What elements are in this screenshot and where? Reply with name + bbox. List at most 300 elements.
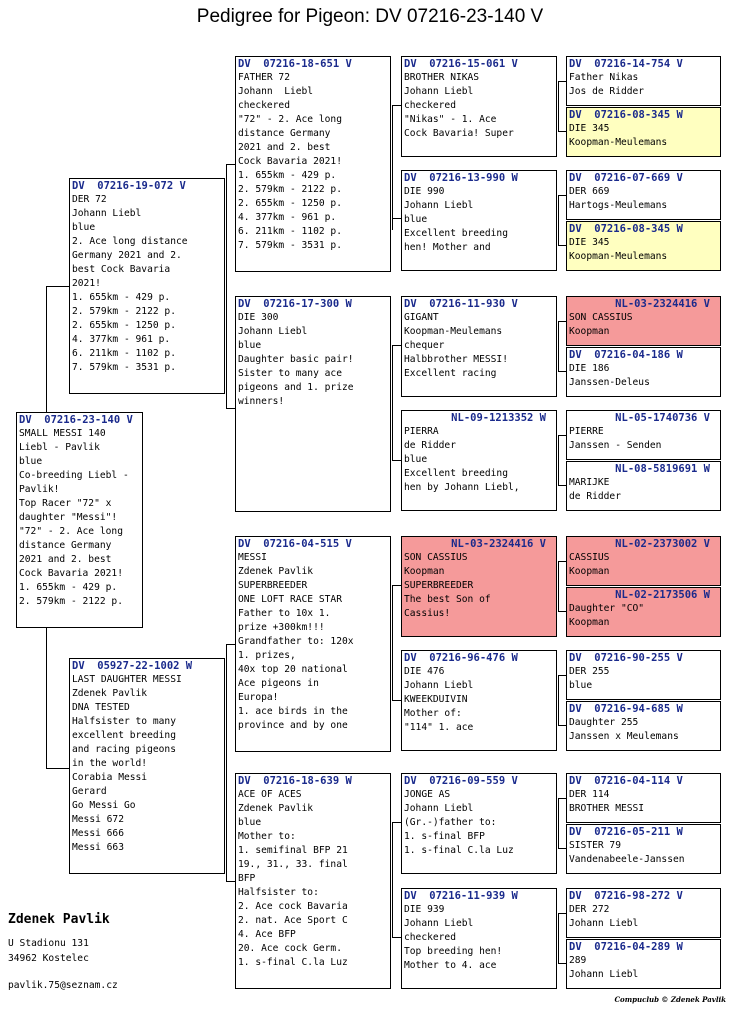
ring-number: DV 07216-04-515 V bbox=[238, 538, 352, 550]
description-line: province and by one bbox=[238, 720, 348, 731]
connector-line bbox=[392, 937, 401, 938]
description-line: Koopman-Meulemans bbox=[404, 326, 503, 337]
description-line: ONE LOFT RACE STAR bbox=[238, 594, 342, 605]
pigeon-description bbox=[569, 362, 718, 390]
page-title: Pedigree for Pigeon: DV 07216-23-140 V bbox=[196, 6, 544, 27]
pigeon-description bbox=[569, 839, 718, 867]
description-line: SMALL MESSI 140 bbox=[19, 428, 106, 439]
description-line: Mother to 4. ace bbox=[404, 960, 497, 971]
pigeon-description bbox=[569, 236, 718, 264]
connector-line bbox=[558, 561, 566, 562]
description-line: 1. prizes, bbox=[238, 650, 296, 661]
description-line: 1. s-final C.la Luz bbox=[404, 845, 514, 856]
description-line: MESSI bbox=[238, 552, 267, 563]
description-line: Messi 666 bbox=[72, 828, 124, 839]
description-line: prize +300km!!! bbox=[238, 622, 325, 633]
description-line: 1. 655km - 429 p. bbox=[19, 582, 118, 593]
connector-line bbox=[392, 700, 401, 701]
pigeon-description bbox=[404, 903, 554, 973]
pigeon-card-dam-sire[interactable] bbox=[235, 536, 391, 752]
ring-number: DV 05927-22-1002 W bbox=[72, 660, 193, 672]
description-line: Grandfather to: 120x bbox=[238, 636, 354, 647]
description-line: 19., 31., 33. final bbox=[238, 859, 348, 870]
description-line: hen! Mother and bbox=[404, 242, 491, 253]
description-line: and racing pigeons bbox=[72, 744, 176, 755]
ring-number: DV 07216-08-345 W bbox=[569, 109, 683, 121]
description-line: Zdenek Pavlik bbox=[72, 688, 148, 699]
pigeon-description bbox=[569, 716, 718, 744]
description-line: "72" - 2. Ace long bbox=[238, 114, 342, 125]
description-line: PIERRE bbox=[569, 426, 604, 437]
connector-line bbox=[558, 725, 566, 726]
description-line: SON CASSIUS bbox=[404, 552, 468, 563]
description-line: checkered bbox=[238, 100, 290, 111]
pigeon-card-gggp-8[interactable] bbox=[566, 461, 721, 511]
pigeon-description bbox=[238, 311, 388, 409]
pigeon-description bbox=[569, 551, 718, 579]
description-line: CASSIUS bbox=[569, 552, 610, 563]
pigeon-card-gggp-11[interactable] bbox=[566, 650, 721, 700]
description-line: Hartogs-Meulemans bbox=[569, 200, 668, 211]
connector-line bbox=[46, 628, 47, 768]
connector-line bbox=[558, 195, 566, 196]
pigeon-description bbox=[72, 673, 222, 855]
pigeon-card-gggp-1[interactable] bbox=[566, 56, 721, 106]
description-line: "Nikas" - 1. Ace bbox=[404, 114, 497, 125]
description-line: 4. 377km - 961 p. bbox=[238, 212, 337, 223]
description-line: checkered bbox=[404, 932, 456, 943]
footer-credit: Compuclub © Zdenek Pavlik bbox=[614, 995, 726, 1004]
description-line: Excellent breeding bbox=[404, 228, 508, 239]
pigeon-description bbox=[569, 903, 718, 931]
description-line: 1. ace birds in the bbox=[238, 706, 348, 717]
description-line: blue bbox=[238, 340, 262, 351]
ring-number: DV 07216-14-754 V bbox=[569, 58, 683, 70]
ring-number: DV 07216-19-072 V bbox=[72, 180, 186, 192]
ring-number: NL-02-2173506 W bbox=[615, 589, 710, 601]
description-line: blue bbox=[19, 456, 43, 467]
ring-number: DV 07216-09-559 V bbox=[404, 775, 518, 787]
description-line: Cock Bavaria 2021! bbox=[19, 568, 123, 579]
description-line: Vandenabeele-Janssen bbox=[569, 854, 685, 865]
connector-line bbox=[558, 675, 559, 725]
description-line: BFP bbox=[238, 873, 256, 884]
description-line: (Gr.-)father to: bbox=[404, 817, 497, 828]
pigeon-card-dam-dam[interactable] bbox=[235, 773, 391, 989]
description-line: Top breeding hen! bbox=[404, 946, 503, 957]
description-line: Go Messi Go bbox=[72, 800, 136, 811]
description-line: Janssen-Deleus bbox=[569, 377, 650, 388]
connector-line bbox=[558, 321, 566, 322]
description-line: FATHER 72 bbox=[238, 72, 290, 83]
description-line: Mother of: bbox=[404, 708, 462, 719]
pigeon-card-sire[interactable] bbox=[69, 178, 225, 394]
pigeon-card-gggp-2[interactable] bbox=[566, 107, 721, 157]
connector-line bbox=[558, 245, 566, 246]
description-line: distance Germany bbox=[238, 128, 331, 139]
description-line: Corabia Messi bbox=[72, 772, 148, 783]
connector-line bbox=[558, 913, 566, 914]
description-line: DIE 300 bbox=[238, 312, 279, 323]
description-line: DIE 990 bbox=[404, 186, 445, 197]
pigeon-card-ggp-1[interactable] bbox=[401, 56, 557, 157]
description-line: SON CASSIUS bbox=[569, 312, 633, 323]
description-line: Koopman-Meulemans bbox=[569, 137, 668, 148]
description-line: blue bbox=[404, 454, 428, 465]
connector-line bbox=[558, 675, 566, 676]
description-line: distance Germany bbox=[19, 540, 112, 551]
description-line: in the world! bbox=[72, 758, 148, 769]
description-line: Excellent breeding bbox=[404, 468, 508, 479]
connector-line bbox=[558, 798, 566, 799]
connector-line bbox=[46, 286, 69, 287]
pigeon-card-gggp-9[interactable] bbox=[566, 536, 721, 586]
description-line: DIE 476 bbox=[404, 666, 445, 677]
connector-line bbox=[46, 768, 69, 769]
ring-number: DV 07216-05-211 W bbox=[569, 826, 683, 838]
pigeon-card-ggp-7[interactable] bbox=[401, 773, 557, 874]
description-line: Johann Liebl bbox=[404, 86, 474, 97]
description-line: 2. 655km - 1250 p. bbox=[238, 198, 342, 209]
pigeon-card-ggp-5[interactable] bbox=[401, 536, 557, 637]
description-line: Johann Liebl bbox=[404, 200, 474, 211]
description-line: "72" - 2. Ace long bbox=[19, 526, 123, 537]
ring-number: DV 07216-13-990 W bbox=[404, 172, 518, 184]
description-line: 1. 655km - 429 p. bbox=[238, 170, 337, 181]
description-line: 1. semifinal BFP 21 bbox=[238, 845, 348, 856]
description-line: Germany 2021 and 2. bbox=[72, 250, 182, 261]
description-line: Sister to many ace bbox=[238, 368, 342, 379]
pigeon-description bbox=[569, 71, 718, 99]
description-line: Johann Liebl bbox=[569, 969, 639, 980]
description-line: Koopman bbox=[569, 566, 610, 577]
connector-line bbox=[226, 408, 235, 409]
description-line: winners! bbox=[238, 396, 285, 407]
description-line: SUPERBREEDER bbox=[404, 580, 474, 591]
connector-line bbox=[392, 345, 401, 346]
description-line: DIE 186 bbox=[569, 363, 610, 374]
owner-email[interactable]: pavlik.75@seznam.cz bbox=[8, 980, 118, 991]
description-line: Cock Bavaria 2021! bbox=[238, 156, 342, 167]
connector-line bbox=[226, 644, 235, 645]
description-line: Janssen x Meulemans bbox=[569, 731, 679, 742]
connector-line bbox=[226, 164, 235, 165]
description-line: BROTHER MESSI bbox=[569, 803, 645, 814]
connector-line bbox=[226, 644, 227, 768]
pigeon-card-gggp-4[interactable] bbox=[566, 221, 721, 271]
pigeon-card-gggp-13[interactable] bbox=[566, 773, 721, 823]
pigeon-card-gggp-3[interactable] bbox=[566, 170, 721, 220]
description-line: DER 114 bbox=[569, 789, 610, 800]
pigeon-card-gggp-14[interactable] bbox=[566, 824, 721, 874]
ring-number: DV 07216-08-345 W bbox=[569, 223, 683, 235]
ring-number: DV 07216-23-140 V bbox=[19, 414, 133, 426]
ring-number: DV 07216-04-114 V bbox=[569, 775, 683, 787]
connector-line bbox=[558, 485, 566, 486]
description-line: 4. 377km - 961 p. bbox=[72, 334, 171, 345]
pigeon-description bbox=[569, 788, 718, 816]
connector-line bbox=[392, 345, 393, 460]
owner-address-line2: 34962 Kostelec bbox=[8, 953, 89, 964]
description-line: 20. Ace cock Germ. bbox=[238, 943, 342, 954]
description-line: Messi 663 bbox=[72, 842, 124, 853]
description-line: DNA TESTED bbox=[72, 702, 130, 713]
description-line: 2. 579km - 2122 p. bbox=[72, 306, 176, 317]
connector-line bbox=[226, 164, 227, 284]
connector-line bbox=[392, 105, 393, 230]
description-line: Johann Liebl bbox=[238, 86, 314, 97]
description-line: Johann Liebl bbox=[72, 208, 142, 219]
pigeon-description bbox=[569, 311, 718, 339]
description-line: Halbbrother MESSI! bbox=[404, 354, 508, 365]
description-line: 2021! bbox=[72, 278, 101, 289]
connector-line bbox=[226, 284, 227, 408]
ring-number: DV 07216-94-685 W bbox=[569, 703, 683, 715]
pigeon-card-gggp-12[interactable] bbox=[566, 701, 721, 751]
description-line: Koopman bbox=[404, 566, 445, 577]
description-line: SISTER 79 bbox=[569, 840, 621, 851]
description-line: Johann Liebl bbox=[569, 918, 639, 929]
ring-number: DV 07216-04-186 W bbox=[569, 349, 683, 361]
description-line: JONGE AS bbox=[404, 789, 451, 800]
description-line: Father Nikas bbox=[569, 72, 639, 83]
ring-number: DV 07216-17-300 W bbox=[238, 298, 352, 310]
description-line: DER 255 bbox=[569, 666, 610, 677]
description-line: The best Son of bbox=[404, 594, 491, 605]
description-line: Ace pigeons in bbox=[238, 678, 319, 689]
description-line: Messi 672 bbox=[72, 814, 124, 825]
connector-line bbox=[558, 371, 566, 372]
description-line: Cock Bavaria! Super bbox=[404, 128, 514, 139]
description-line: 1. s-final BFP bbox=[404, 831, 485, 842]
description-line: 40x top 20 national bbox=[238, 664, 348, 675]
description-line: Koopman-Meulemans bbox=[569, 251, 668, 262]
description-line: Janssen - Senden bbox=[569, 440, 662, 451]
connector-line bbox=[392, 585, 393, 700]
description-line: daughter "Messi"! bbox=[19, 512, 118, 523]
description-line: Koopman bbox=[569, 326, 610, 337]
connector-line bbox=[392, 105, 401, 106]
connector-line bbox=[392, 585, 401, 586]
pigeon-description bbox=[238, 71, 388, 253]
pigeon-card-ggp-8[interactable] bbox=[401, 888, 557, 989]
description-line: Gerard bbox=[72, 786, 107, 797]
description-line: excellent breeding bbox=[72, 730, 176, 741]
pigeon-description bbox=[569, 122, 718, 150]
description-line: pigeons and 1. prize bbox=[238, 382, 354, 393]
description-line: MARIJKE bbox=[569, 477, 610, 488]
description-line: KWEEKDUIVIN bbox=[404, 694, 468, 705]
pigeon-card-gggp-16[interactable] bbox=[566, 939, 721, 989]
connector-line bbox=[392, 460, 401, 461]
connector-line bbox=[226, 768, 227, 881]
description-line: 2. Ace long distance bbox=[72, 236, 188, 247]
connector-line bbox=[558, 435, 566, 436]
description-line: 2. 579km - 2122 p. bbox=[238, 184, 342, 195]
connector-line bbox=[558, 195, 559, 245]
ring-number: DV 07216-07-669 V bbox=[569, 172, 683, 184]
connector-line bbox=[46, 286, 47, 412]
connector-line bbox=[392, 822, 401, 823]
ring-number: DV 07216-96-476 W bbox=[404, 652, 518, 664]
pigeon-card-gggp-5[interactable] bbox=[566, 296, 721, 346]
pigeon-card-gggp-10[interactable] bbox=[566, 587, 721, 637]
pigeon-description bbox=[569, 185, 718, 213]
ring-number: DV 07216-90-255 V bbox=[569, 652, 683, 664]
pigeon-description bbox=[404, 71, 554, 141]
description-line: blue bbox=[569, 680, 593, 691]
description-line: 4. Ace BFP bbox=[238, 929, 296, 940]
description-line: DIE 939 bbox=[404, 904, 445, 915]
connector-line bbox=[558, 848, 566, 849]
description-line: blue bbox=[238, 817, 262, 828]
description-line: Johann Liebl bbox=[404, 803, 474, 814]
pigeon-card-ggp-6[interactable] bbox=[401, 650, 557, 751]
description-line: Co-breeding Liebl - bbox=[19, 470, 129, 481]
pigeon-description bbox=[404, 425, 554, 495]
ring-number: DV 07216-11-930 V bbox=[404, 298, 518, 310]
pigeon-description bbox=[404, 311, 554, 381]
connector-line bbox=[558, 81, 559, 131]
description-line: de Ridder bbox=[404, 440, 456, 451]
pigeon-card-ggp-2[interactable] bbox=[401, 170, 557, 271]
description-line: Daughter 255 bbox=[569, 717, 639, 728]
connector-line bbox=[558, 913, 559, 963]
connector-line bbox=[392, 822, 393, 937]
connector-line bbox=[558, 435, 559, 485]
ring-number: NL-03-2324416 V bbox=[451, 538, 546, 550]
description-line: BROTHER NIKAS bbox=[404, 72, 480, 83]
description-line: blue bbox=[72, 222, 96, 233]
description-line: Liebl - Pavlik bbox=[19, 442, 100, 453]
ring-number: DV 07216-18-639 W bbox=[238, 775, 352, 787]
description-line: 6. 211km - 1102 p. bbox=[72, 348, 176, 359]
ring-number: DV 07216-98-272 V bbox=[569, 890, 683, 902]
description-line: Zdenek Pavlik bbox=[238, 803, 314, 814]
pigeon-description bbox=[569, 476, 718, 504]
description-line: 2. nat. Ace Sport C bbox=[238, 915, 348, 926]
ring-number: NL-08-5819691 W bbox=[615, 463, 710, 475]
description-line: Mother to: bbox=[238, 831, 296, 842]
description-line: 6. 211km - 1102 p. bbox=[238, 226, 342, 237]
connector-line bbox=[558, 131, 566, 132]
pigeon-description bbox=[404, 551, 554, 621]
description-line: DER 272 bbox=[569, 904, 610, 915]
description-line: 7. 579km - 3531 p. bbox=[72, 362, 176, 373]
owner-name: Zdenek Pavlik bbox=[8, 912, 110, 927]
description-line: Zdenek Pavlik bbox=[238, 566, 314, 577]
connector-line bbox=[558, 321, 559, 371]
pigeon-description bbox=[569, 602, 718, 630]
description-line: Daughter "CO" bbox=[569, 603, 645, 614]
connector-line bbox=[558, 963, 566, 964]
description-line: DER 72 bbox=[72, 194, 107, 205]
pigeon-card-subject[interactable] bbox=[16, 412, 143, 628]
pigeon-description bbox=[404, 788, 554, 858]
pigeon-card-gggp-6[interactable] bbox=[566, 347, 721, 397]
description-line: SUPERBREEDER bbox=[238, 580, 308, 591]
pigeon-description bbox=[404, 665, 554, 735]
description-line: 2021 and 2. best bbox=[19, 554, 112, 565]
ring-number: NL-05-1740736 V bbox=[615, 412, 710, 424]
description-line: blue bbox=[404, 214, 428, 225]
description-line: best Cock Bavaria bbox=[72, 264, 171, 275]
description-line: ACE OF ACES bbox=[238, 789, 302, 800]
connector-line bbox=[558, 561, 559, 611]
description-line: 2. Ace cock Bavaria bbox=[238, 901, 348, 912]
description-line: checkered bbox=[404, 100, 456, 111]
description-line: hen by Johann Liebl, bbox=[404, 482, 520, 493]
pigeon-description bbox=[72, 193, 222, 375]
description-line: Jos de Ridder bbox=[569, 86, 645, 97]
description-line: DER 669 bbox=[569, 186, 610, 197]
pigeon-description bbox=[569, 665, 718, 693]
description-line: Halfsister to: bbox=[238, 887, 319, 898]
pigeon-card-dam[interactable] bbox=[69, 658, 225, 874]
description-line: DIE 345 bbox=[569, 123, 610, 134]
description-line: 289 bbox=[569, 955, 587, 966]
description-line: Johann Liebl bbox=[404, 680, 474, 691]
connector-line bbox=[558, 611, 566, 612]
description-line: 2. 655km - 1250 p. bbox=[72, 320, 176, 331]
pigeon-description bbox=[569, 954, 718, 982]
ring-number: NL-03-2324416 V bbox=[615, 298, 710, 310]
connector-line bbox=[226, 881, 235, 882]
description-line: Pavlik! bbox=[19, 484, 60, 495]
description-line: DIE 345 bbox=[569, 237, 610, 248]
description-line: PIERRA bbox=[404, 426, 439, 437]
ring-number: DV 07216-04-289 W bbox=[569, 941, 683, 953]
pigeon-card-sire-sire[interactable] bbox=[235, 56, 391, 272]
description-line: Johann Liebl bbox=[238, 326, 308, 337]
owner-address-line1: U Stadionu 131 bbox=[8, 938, 89, 949]
connector-line bbox=[558, 798, 559, 848]
description-line: 2021 and 2. best bbox=[238, 142, 331, 153]
ring-number: NL-02-2373002 V bbox=[615, 538, 710, 550]
description-line: Top Racer "72" x bbox=[19, 498, 112, 509]
description-line: 7. 579km - 3531 p. bbox=[238, 240, 342, 251]
pigeon-description bbox=[238, 551, 388, 733]
ring-number: DV 07216-15-061 V bbox=[404, 58, 518, 70]
connector-line bbox=[392, 218, 401, 219]
description-line: Excellent racing bbox=[404, 368, 497, 379]
description-line: Johann Liebl bbox=[404, 918, 474, 929]
pigeon-card-ggp-3[interactable] bbox=[401, 296, 557, 397]
description-line: "114" 1. ace bbox=[404, 722, 474, 733]
pigeon-description bbox=[238, 788, 388, 970]
description-line: GIGANT bbox=[404, 312, 439, 323]
connector-line bbox=[558, 81, 566, 82]
pigeon-card-sire-dam[interactable] bbox=[235, 296, 391, 512]
description-line: de Ridder bbox=[569, 491, 621, 502]
description-line: 1. s-final C.la Luz bbox=[238, 957, 348, 968]
pigeon-description bbox=[404, 185, 554, 255]
ring-number: DV 07216-11-939 W bbox=[404, 890, 518, 902]
description-line: Koopman bbox=[569, 617, 610, 628]
pigeon-description bbox=[19, 427, 140, 609]
ring-number: DV 07216-18-651 V bbox=[238, 58, 352, 70]
description-line: Daughter basic pair! bbox=[238, 354, 354, 365]
pigeon-description bbox=[569, 425, 718, 453]
ring-number: NL-09-1213352 W bbox=[451, 412, 546, 424]
description-line: Europa! bbox=[238, 692, 279, 703]
description-line: Father to 10x 1. bbox=[238, 608, 331, 619]
pigeon-card-gggp-7[interactable] bbox=[566, 410, 721, 460]
description-line: chequer bbox=[404, 340, 445, 351]
description-line: 1. 655km - 429 p. bbox=[72, 292, 171, 303]
pigeon-card-ggp-4[interactable] bbox=[401, 410, 557, 511]
pigeon-card-gggp-15[interactable] bbox=[566, 888, 721, 938]
